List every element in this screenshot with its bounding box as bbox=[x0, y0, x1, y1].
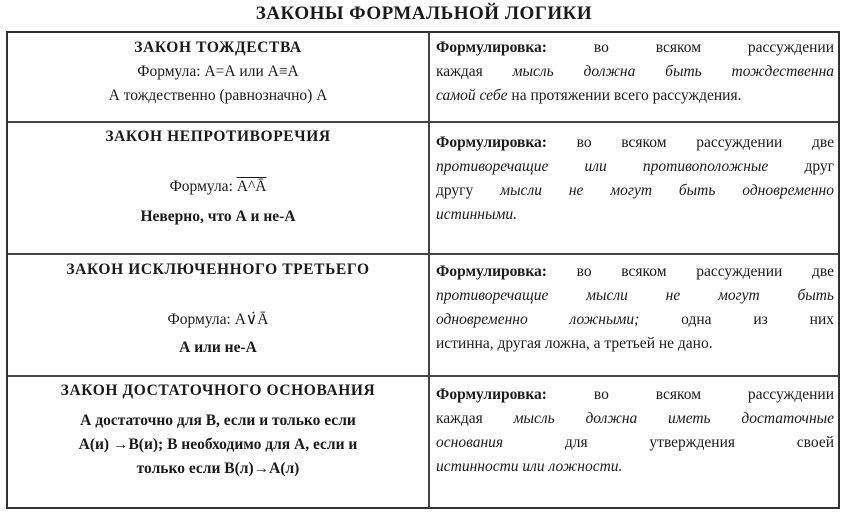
law-name: ЗАКОН НЕПРОТИВОРЕЧИЯ bbox=[105, 128, 331, 145]
formula-line bbox=[8, 175, 428, 199]
law-identity-cell bbox=[8, 36, 428, 108]
wording-sufficient-reason-cell bbox=[432, 383, 838, 479]
wording-excluded-middle-cell bbox=[432, 260, 838, 356]
wording-emphasis: основания bbox=[436, 434, 504, 451]
law-statement: А тождественно (равнозначно) А bbox=[108, 87, 328, 104]
wording-text: одна из них bbox=[681, 311, 835, 328]
wording-text: друг bbox=[804, 158, 834, 175]
wording-text: во всяком рассуждении bbox=[593, 39, 835, 56]
wording-emphasis: одновременно ложными; bbox=[436, 311, 640, 328]
wording-text: другу bbox=[436, 182, 474, 199]
wording-text: во всяком рассуждении bbox=[593, 386, 835, 403]
wording-line bbox=[436, 179, 834, 203]
wording-emphasis: противоречащие или противоположные bbox=[436, 158, 769, 175]
formula-line bbox=[8, 308, 428, 332]
wording-line bbox=[436, 383, 834, 407]
wording-line bbox=[436, 407, 834, 431]
law-statement: Неверно, что А и не-А bbox=[140, 208, 296, 225]
formula: А^Ā bbox=[236, 178, 267, 195]
law-excluded-middle-cell bbox=[8, 258, 428, 360]
page-title: ЗАКОНЫ ФОРМАЛЬНОЙ ЛОГИКИ bbox=[255, 3, 593, 24]
wording-line: истинна, другая ложна, а третьей не дано. bbox=[436, 335, 713, 352]
formula-label: Формула: bbox=[137, 63, 201, 80]
wording-line bbox=[436, 260, 834, 284]
wording-emphasis: мысли не могут быть одновременно bbox=[500, 182, 834, 199]
formula-label: Формула: bbox=[169, 178, 233, 195]
law-statement: только если В(л)→А(л) bbox=[136, 460, 300, 477]
formula-label: Формула: bbox=[167, 311, 231, 328]
row-divider bbox=[8, 375, 838, 377]
wording-label: Формулировка: bbox=[436, 386, 547, 403]
law-statement: А(и) →В(и); В необходимо для А, если и bbox=[78, 436, 358, 453]
wording-line bbox=[436, 36, 834, 60]
wording-emphasis: мысль должна иметь достаточные bbox=[513, 410, 835, 427]
law-noncontradiction-cell bbox=[8, 125, 428, 229]
wording-label: Формулировка: bbox=[436, 39, 547, 56]
wording-line: противоречащие мысли не могут быть bbox=[436, 287, 834, 304]
wording-identity-cell bbox=[432, 36, 838, 108]
wording-line bbox=[436, 60, 834, 84]
formula-line bbox=[8, 60, 428, 84]
law-name: ЗАКОН ДОСТАТОЧНОГО ОСНОВАНИЯ bbox=[60, 382, 376, 399]
wording-emphasis: самой себе bbox=[436, 87, 508, 104]
law-sufficient-reason-cell bbox=[8, 379, 428, 481]
column-divider bbox=[428, 33, 430, 507]
wording-line bbox=[436, 84, 834, 108]
row-divider bbox=[8, 253, 838, 255]
wording-text: каждая bbox=[436, 410, 483, 427]
wording-text: для утверждения своей bbox=[564, 434, 834, 451]
wording-label: Формулировка: bbox=[436, 263, 547, 280]
law-statement: А или не-А bbox=[179, 339, 257, 356]
wording-line: истинными. bbox=[436, 206, 517, 223]
wording-text: во всяком рассуждении две bbox=[576, 134, 834, 151]
formula: А∨̇Ā bbox=[234, 311, 269, 328]
wording-line bbox=[436, 131, 834, 155]
laws-table bbox=[6, 31, 840, 509]
wording-line bbox=[436, 308, 834, 332]
row-divider bbox=[8, 121, 838, 123]
law-name: ЗАКОН ИСКЛЮЧЕННОГО ТРЕТЬЕГО bbox=[66, 261, 370, 278]
wording-text: во всяком рассуждении две bbox=[576, 263, 834, 280]
law-statement: А достаточно для В, если и только если bbox=[80, 412, 356, 429]
wording-line: истинности или ложности. bbox=[436, 458, 623, 475]
wording-line bbox=[436, 431, 834, 455]
law-name: ЗАКОН ТОЖДЕСТВА bbox=[134, 39, 302, 56]
wording-emphasis: мысль должна быть тождественна bbox=[512, 63, 835, 80]
wording-noncontradiction-cell bbox=[432, 131, 838, 227]
formula: А=А или А≡А bbox=[204, 63, 299, 80]
wording-text: каждая bbox=[436, 63, 483, 80]
wording-text: на протяжении всего рассуждения. bbox=[511, 87, 742, 104]
wording-line bbox=[436, 155, 834, 179]
wording-label: Формулировка: bbox=[436, 134, 547, 151]
